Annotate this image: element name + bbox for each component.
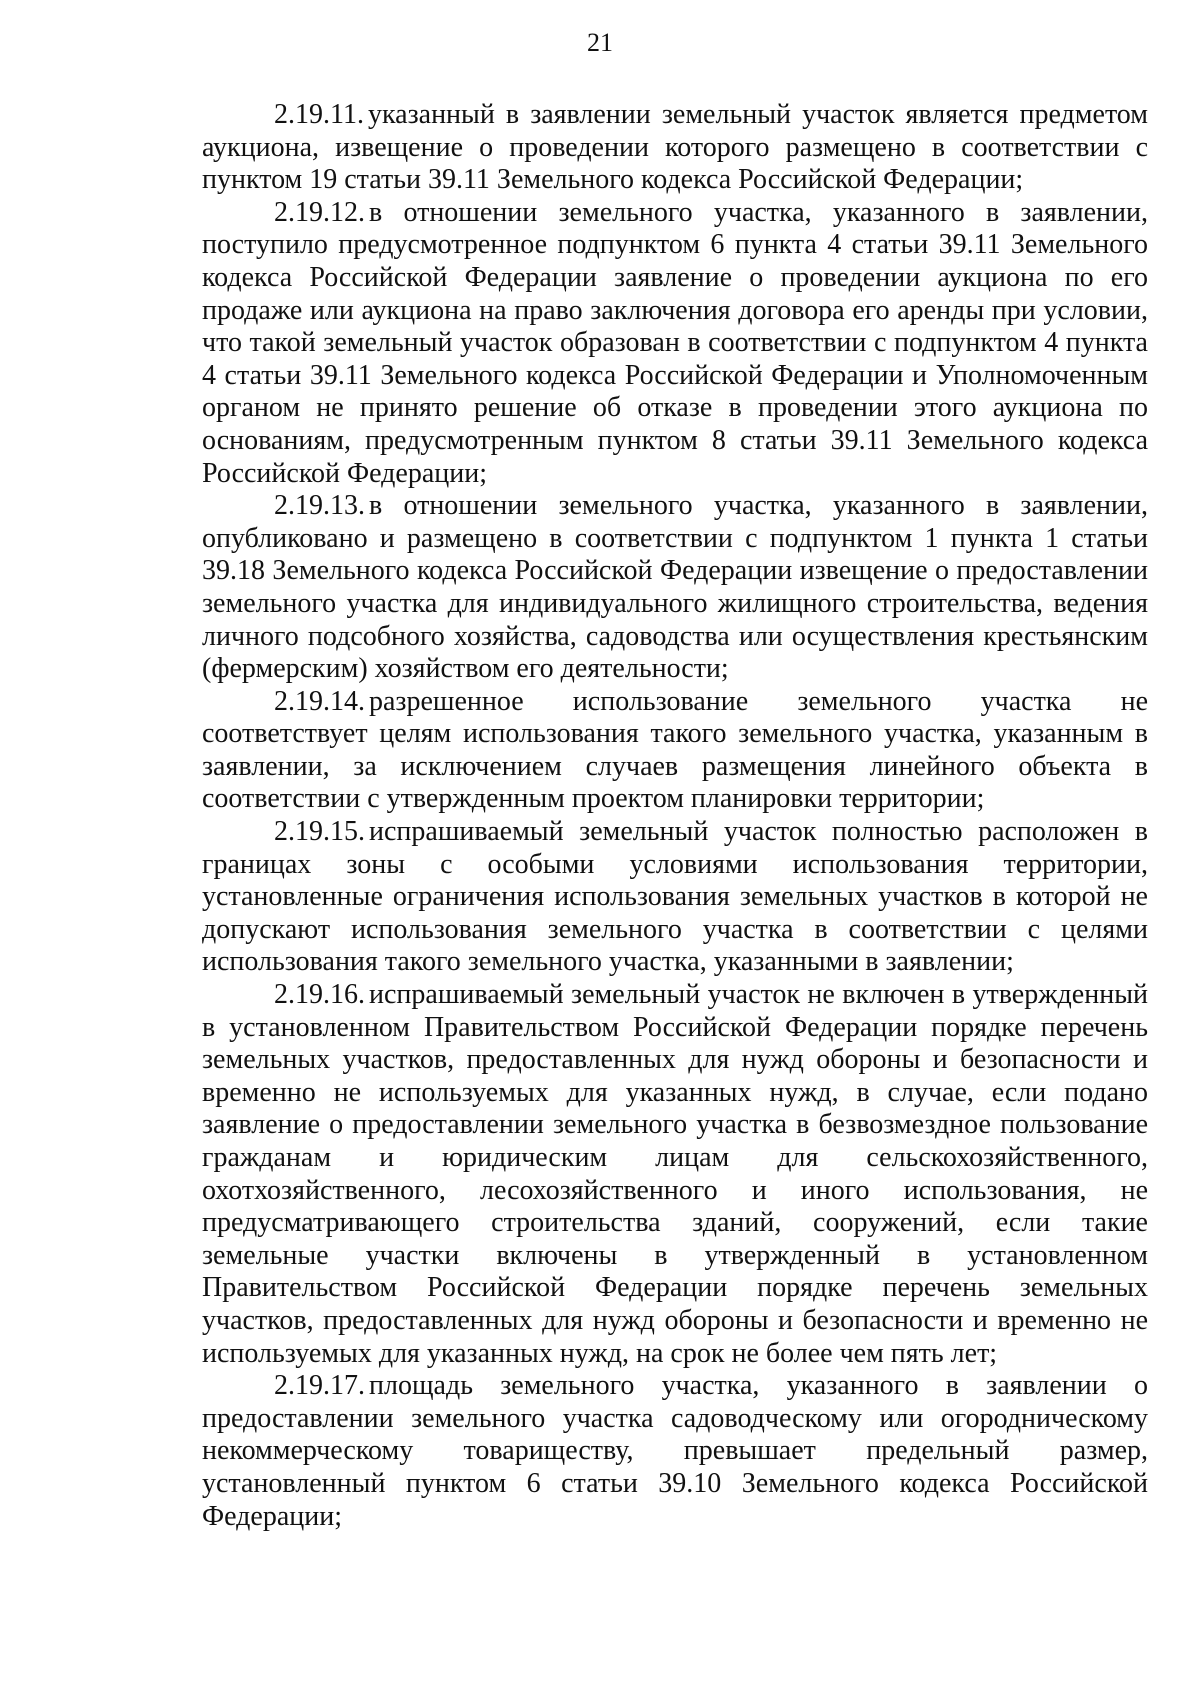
paragraph-2-19-12 [202, 197, 1148, 490]
paragraph-number: 2.19.14. [274, 685, 365, 717]
paragraph-2-19-14 [202, 686, 1148, 816]
document-body [202, 99, 1148, 1533]
paragraph-2-19-17 [202, 1370, 1148, 1533]
paragraph-number: 2.19.11. [274, 99, 364, 130]
paragraph-text: площадь земельного участка, указанного в заявлении о предоставлении земельного участка садоводческому или огородническому некоммерческому товариществу, превышает предельный размер, установленный пунктом 6 статьи 39.10 Земельного кодекса Российской Федерации; [202, 1370, 1148, 1532]
paragraph-text: указанный в заявлении земельный участок является предметом аукциона, извещение о проведении которого размещено в соответствии с пунктом 19 статьи 39.11 Земельного кодекса Российской Федерации; [202, 99, 1148, 196]
paragraph-2-19-11 [202, 99, 1148, 197]
paragraph-2-19-15 [202, 816, 1148, 979]
paragraph-number: 2.19.16. [274, 979, 365, 1011]
page-number: 21 [587, 28, 613, 57]
paragraph-number: 2.19.17. [274, 1370, 365, 1402]
paragraph-number: 2.19.15. [274, 816, 365, 848]
paragraph-number: 2.19.13. [274, 490, 365, 522]
paragraph-text: испрашиваемый земельный участок полностью расположен в границах зоны с особыми условиями использования территории, установленные ограничения использования земельных участков в которой не допускают использования земельного участка в соответствии с целями использования такого земельного участка, указанными в заявлении; [202, 816, 1148, 978]
paragraph-text: разрешенное использование земельного участка не соответствует целям использования такого земельного участка, указанным в заявлении, за исключением случаев размещения линейного объекта в соответствии с утвержденным проектом планировки территории; [202, 685, 1148, 815]
paragraph-text: в отношении земельного участка, указанного в заявлении, опубликовано и размещено в соответствии с подпунктом 1 пункта 1 статьи 39.18 Земельного кодекса Российской Федерации извещение о предоставлении земельного участка для индивидуального жилищного строительства, ведения личного подсобного хозяйства, садоводства или осуществления крестьянским (фермерским) хозяйством его деятельности; [202, 490, 1148, 685]
paragraph-2-19-13 [202, 490, 1148, 686]
paragraph-number: 2.19.12. [274, 196, 365, 228]
paragraph-text: испрашиваемый земельный участок не включен в утвержденный в установленном Правительством Российской Федерации порядке перечень земельных участков, предоставленных для нужд обороны и безопасности и временно не используемых для указанных нужд, в случае, если подано заявление о предоставлении земельного участка в безвозмездное пользование гражданам и юридическим лицам для сельскохозяйственного, охотхозяйственного, лесохозяйственного и иного использования, не предусматривающего строительства зданий, сооружений, если такие земельные участки включены в утвержденный в установленном Правительством Российской Федерации порядке перечень земельных участков, предоставленных для нужд обороны и безопасности и временно не используемых для указанных нужд, на срок не более чем пять лет; [202, 979, 1148, 1369]
paragraph-text: в отношении земельного участка, указанного в заявлении, поступило предусмотренное подпунктом 6 пункта 4 статьи 39.11 Земельного кодекса Российской Федерации заявление о проведении аукциона по его продаже или аукциона на право заключения договора его аренды при условии, что такой земельный участок образован в соответствии с подпунктом 4 пункта 4 статьи 39.11 Земельного кодекса Российской Федерации и Уполномоченным органом не принято решение об отказе в проведении этого аукциона по основаниям, предусмотренным пунктом 8 статьи 39.11 Земельного кодекса Российской Федерации; [202, 196, 1148, 489]
paragraph-2-19-16 [202, 979, 1148, 1370]
